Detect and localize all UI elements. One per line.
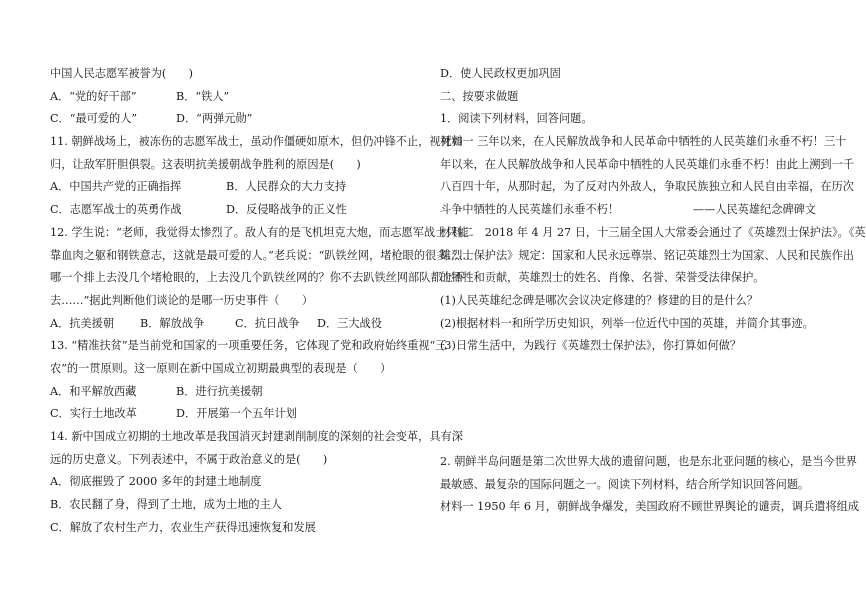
p1-question-3: (3)日常生活中，为践行《英雄烈士保护法》，你打算如何做？ bbox=[440, 339, 742, 353]
q10-option-a: A．“党的好干部” bbox=[50, 89, 137, 103]
p1-material1-line2: 年以来，在人民解放战争和人民革命中牺牲的人民英雄们永垂不朽！由此上溯到一千 bbox=[440, 157, 854, 171]
q11-option-a: A．中国共产党的正确指挥 bbox=[50, 180, 182, 194]
p2-material1-line1: 材料一 1950 年 6 月，朝鲜战争爆发，美国政府不顾世界舆论的谴责，调兵遣将组成 bbox=[440, 500, 860, 514]
q10-option-d: D．“两弹元勋” bbox=[176, 112, 253, 126]
p1-material1-line4 bbox=[440, 199, 822, 222]
p1-question-2: (2)根据材料一和所学历史知识，列举一位近代中国的英雄，并简介其事迹。 bbox=[440, 316, 814, 330]
q12-options-row bbox=[50, 313, 430, 336]
answer-space bbox=[440, 358, 822, 451]
q13-option-b: B．进行抗美援朝 bbox=[176, 384, 263, 398]
q11-option-d: D．反侵略战争的正义性 bbox=[226, 203, 347, 217]
p1-material1-source: ——人民英雄纪念碑碑文 bbox=[692, 203, 816, 217]
q14-option-d: D．使人民政权更加巩固 bbox=[440, 67, 561, 80]
q12-option-b: B．解放战争 bbox=[140, 316, 205, 330]
section-2-heading: 二、按要求做题 bbox=[440, 89, 519, 103]
left-column bbox=[50, 63, 470, 539]
p1-material2-line2: 雄烈士保护法》规定：国家和人民永远尊崇、铭记英雄烈士为国家、人民和民族作出 bbox=[440, 248, 854, 262]
q10-option-b: B．“铁人” bbox=[176, 89, 230, 103]
p1-question-1: (1)人民英雄纪念碑是哪次会议决定修建的？修建的目的是什么？ bbox=[440, 293, 758, 307]
q13-option-a: A．和平解放西藏 bbox=[50, 384, 137, 398]
q12-stem-line1: 12. 学生说：“老师，我觉得太惨烈了。敌人有的是飞机坦克大炮，而志愿军战士只能 bbox=[50, 225, 469, 239]
p2-stem-line1: 2. 朝鲜半岛问题是第二次世界大战的遗留问题，也是东北亚问题的核心，是当今世界 bbox=[440, 454, 857, 468]
q13-options-row2 bbox=[50, 403, 430, 426]
q11-option-c: C．志愿军战士的英勇作战 bbox=[50, 203, 182, 217]
q12-option-a: A．抗美援朝 bbox=[50, 316, 115, 330]
p1-material1-line4-text: 斗争中牺牲的人民英雄们永垂不朽！ bbox=[440, 203, 620, 217]
q11-options-row1 bbox=[50, 176, 430, 199]
p1-material1-line3: 八百四十年，从那时起，为了反对内外敌人，争取民族独立和人民自由幸福，在历次 bbox=[440, 180, 854, 194]
q11-stem-line1: 11. 朝鲜战场上，被冻伤的志愿军战士，虽动作僵硬如原木，但仍冲锋不止，视死如 bbox=[50, 135, 463, 149]
q13-option-d: D．开展第一个五年计划 bbox=[176, 407, 297, 421]
q13-stem-line2: 农”的一贯原则。这一原则在新中国成立初期最典型的表现是（ ） bbox=[50, 361, 392, 375]
q12-stem-line4: 去……”据此判断他们谈论的是哪一历史事件（ ） bbox=[50, 293, 314, 307]
q13-options-row1 bbox=[50, 381, 430, 404]
q12-stem-line3: 哪一个排上去没几个堵枪眼的，上去没几个趴铁丝网的？你不去趴铁丝网部队都上不 bbox=[50, 271, 464, 285]
p1-material1-line1: 材料一 三年以来，在人民解放战争和人民革命中牺牲的人民英雄们永垂不朽！三十 bbox=[440, 135, 847, 149]
q11-option-b: B．人民群众的大力支持 bbox=[226, 180, 347, 194]
p1-material2-line1: 材料二 2018 年 4 月 27 日，十三届全国人大常委会通过了《英雄烈士保护法》。《英 bbox=[440, 225, 866, 239]
q13-stem-line1: 13. “精准扶贫”是当前党和国家的一项重要任务，它体现了党和政府始终重视“三 bbox=[50, 339, 447, 353]
q10-option-c: C．“最可爱的人” bbox=[50, 112, 138, 126]
p2-stem-line2: 最敏感、最复杂的国际问题之一。阅读下列材料，结合所学知识回答问题。 bbox=[440, 477, 810, 491]
p1-material2-line3: 的牺牲和贡献，英雄烈士的姓名、肖像、名誉、荣誉受法律保护。 bbox=[440, 271, 765, 285]
q14-option-a: A．彻底摧毁了 2000 多年的封建土地制度 bbox=[50, 475, 262, 489]
q12-option-c: C．抗日战争 bbox=[235, 316, 300, 330]
right-column bbox=[440, 63, 866, 519]
q14-stem-line2: 远的历史意义。下列表述中，不属于政治意义的是( ) bbox=[50, 452, 328, 466]
q11-options-row2 bbox=[50, 199, 430, 222]
q10-options-row2 bbox=[50, 108, 430, 131]
q12-option-d: D．三大战役 bbox=[317, 316, 382, 330]
q10-stem: 中国人民志愿军被誉为( ) bbox=[50, 67, 193, 80]
q14-option-b: B．农民翻了身，得到了土地，成为土地的主人 bbox=[50, 498, 282, 512]
q10-options-row1 bbox=[50, 86, 430, 109]
p1-intro: 1．阅读下列材料，回答问题。 bbox=[440, 112, 593, 126]
q12-stem-line2: 靠血肉之躯和钢铁意志，这就是最可爱的人。”老兵说：“趴铁丝网，堵枪眼的很多…… bbox=[50, 248, 470, 262]
q13-option-c: C．实行土地改革 bbox=[50, 407, 137, 421]
q11-stem-line2: 归，让敌军肝胆俱裂。这表明抗美援朝战争胜利的原因是( ) bbox=[50, 157, 361, 171]
q14-option-c: C．解放了农村生产力，农业生产获得迅速恢复和发展 bbox=[50, 520, 316, 534]
q14-stem-line1: 14. 新中国成立初期的土地改革是我国消灭封建剥削制度的深刻的社会变革，具有深 bbox=[50, 430, 463, 443]
